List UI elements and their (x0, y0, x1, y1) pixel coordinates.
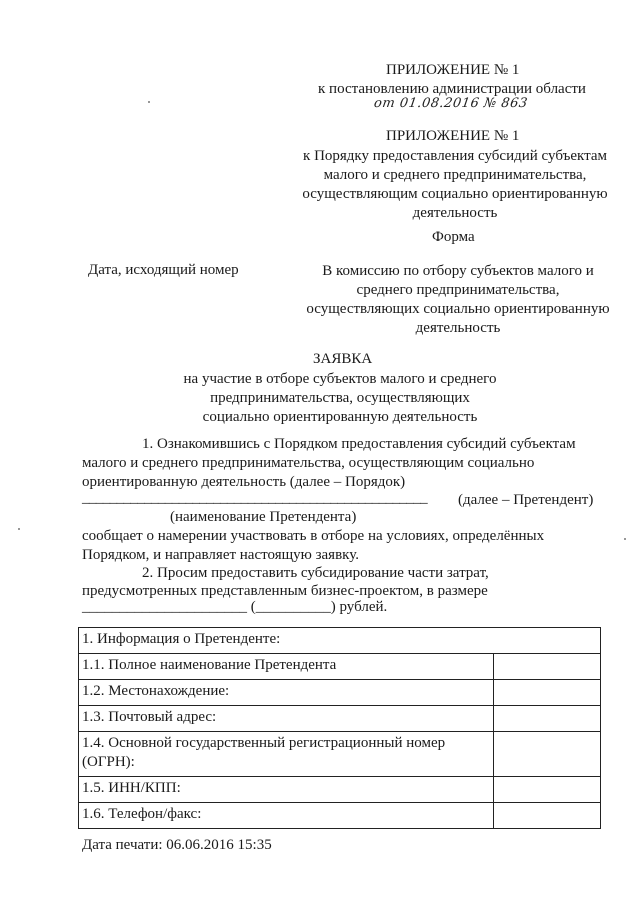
para1-line: сообщает о намерении участвовать в отборе на условиях, определённых (82, 528, 545, 544)
applicant-info-table (78, 627, 601, 829)
addressee-line: среднего предпринимательства, (356, 282, 560, 298)
scan-speck (18, 528, 20, 530)
table-cell: 1.5. ИНН/КПП: (79, 777, 494, 803)
table-row (79, 680, 601, 706)
date-number-label: Дата, исходящий номер (88, 262, 239, 278)
table-cell: 1.6. Телефон/факс: (79, 803, 494, 829)
para1-line: 1. Ознакомившись с Порядком предоставления субсидий субъектам (142, 436, 576, 452)
print-date: Дата печати: 06.06.2016 15:35 (82, 837, 272, 853)
table-cell: 1.1. Полное наименование Претендента (79, 654, 494, 680)
addressee-line: осуществляющих социально ориентированную (306, 301, 610, 317)
table-row (79, 628, 601, 654)
table-cell: 1.4. Основной государственный регистрационный номер (ОГРН): (79, 732, 494, 777)
appendix1-line: к постановлению администрации области (318, 81, 586, 97)
table-value-cell (494, 680, 601, 706)
application-subtitle (150, 370, 530, 427)
appendix2-line: осуществляющим социально ориентированную (302, 186, 608, 202)
table-row (79, 732, 601, 777)
amount-blank: ______________________ (__________) рублей. (82, 599, 388, 615)
applicant-name-caption: (наименование Претендента) (170, 509, 357, 525)
handwritten-resolution: от 01.08.2016 № 863 (372, 96, 529, 111)
table-row (79, 803, 601, 829)
appendix2-line: деятельность (412, 205, 498, 221)
application-subtitle-line: на участие в отборе субъектов малого и среднего (183, 371, 497, 387)
addressee-line: В комиссию по отбору субъектов малого и (322, 263, 594, 279)
para2-line: 2. Просим предоставить субсидирование части затрат, (142, 565, 489, 581)
table-value-cell (494, 654, 601, 680)
table-value-cell (494, 803, 601, 829)
scan-speck (148, 101, 150, 103)
para1-line: Порядком, и направляет настоящую заявку. (82, 547, 359, 563)
table-row (79, 654, 601, 680)
scan-speck (624, 538, 626, 540)
form-label: Форма (432, 229, 475, 245)
para1-suffix: (далее – Претендент) (458, 492, 594, 508)
table-value-cell (494, 706, 601, 732)
appendix2-text (290, 147, 620, 223)
table-row (79, 706, 601, 732)
table-value-cell (494, 777, 601, 803)
para1-line: малого и среднего предпринимательства, осуществляющим социально (82, 455, 535, 471)
table-cell: 1.3. Почтовый адрес: (79, 706, 494, 732)
table-cell: 1. Информация о Претенденте: (79, 628, 601, 654)
addressee-line: деятельность (415, 320, 501, 336)
application-subtitle-line: социально ориентированную деятельность (202, 409, 478, 425)
appendix1-title: ПРИЛОЖЕНИЕ № 1 (386, 62, 520, 78)
table-value-cell (494, 732, 601, 777)
appendix2-line: к Порядку предоставления субсидий субъектам (303, 148, 607, 164)
addressee-block (296, 262, 620, 338)
applicant-name-blank: __________________________________________________ (82, 490, 428, 506)
application-title: ЗАЯВКА (313, 351, 373, 367)
appendix2-title: ПРИЛОЖЕНИЕ № 1 (386, 128, 520, 144)
para2-line: предусмотренных представленным бизнес-проектом, в размере (82, 583, 488, 599)
table-cell: 1.2. Местонахождение: (79, 680, 494, 706)
para1-line: ориентированную деятельность (далее – Порядок) (82, 474, 406, 490)
table-row (79, 777, 601, 803)
appendix2-line: малого и среднего предпринимательства, (323, 167, 587, 183)
application-subtitle-line: предпринимательства, осуществляющих (210, 390, 470, 406)
